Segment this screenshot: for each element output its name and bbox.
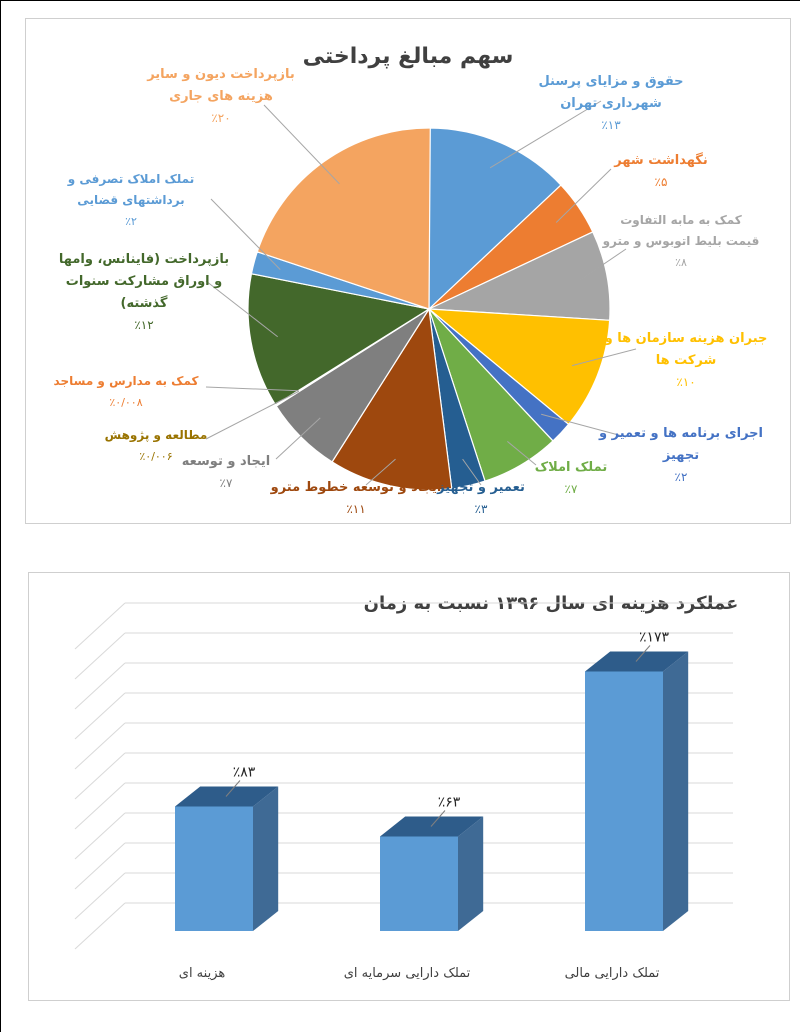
gridline: [75, 843, 125, 889]
pie-slice-label: کمک به مدارس و مساجد: [53, 374, 199, 388]
pie-chart-panel: [25, 18, 791, 524]
bar-side: [663, 652, 688, 932]
gridline: [75, 633, 125, 679]
pie-slice-label: بازپرداخت (فاینانس، وامها: [58, 252, 230, 267]
bar-chart-panel: [28, 572, 790, 1001]
pie-slice-label: شرکت ها: [655, 353, 717, 368]
pie-slice-percent: ٪۰/۰۰۸: [109, 396, 143, 409]
bar-value-label: ٪۸۳: [232, 764, 256, 781]
bar-category-label: تملک دارایی سرمایه ای: [343, 966, 471, 981]
pie-slice-label: شهرداری تهران: [560, 96, 662, 111]
bar-chart-title: عملکرد هزینه ای سال ۱۳۹۶ نسبت به زمان: [363, 593, 739, 614]
bar: [585, 672, 663, 932]
gridline: [75, 603, 125, 649]
pie-chart: [26, 19, 790, 523]
pie-slice-label: اجرای برنامه ها و تعمیر و: [599, 426, 763, 441]
pie-leader-line: [264, 105, 339, 184]
pie-slice-label: گذشته): [120, 296, 168, 311]
pie-slice-label: تملک املاک تصرفی و: [67, 172, 195, 186]
pie-leader-line: [490, 101, 601, 168]
pie-slice-percent: ٪۸: [675, 256, 687, 269]
pie-slice-percent: ٪۱۰: [676, 375, 696, 389]
pie-slice-label: تعمیر و تجهیز: [437, 480, 525, 495]
gridline: [75, 873, 125, 919]
pie-slice-percent: ٪۱۱: [346, 502, 366, 516]
bar-chart: [29, 573, 789, 1000]
gridline: [75, 693, 125, 739]
bar-side: [458, 817, 483, 932]
gridline: [75, 783, 125, 829]
pie-slice-label: تملک املاک: [534, 460, 608, 475]
bar-side: [253, 787, 278, 932]
bar-value-label: ٪۱۷۳: [638, 629, 670, 646]
pie-slice-percent: ٪۲۰: [211, 111, 231, 125]
pie-slice-label: کمک به مابه التفاوت: [620, 213, 742, 227]
pie-slice-label: نگهداشت شهر: [614, 153, 708, 168]
pie-slice-label: ایجاد و توسعه: [181, 454, 271, 469]
pie-slice-label: تجهیز: [662, 448, 700, 463]
bar-category-label: تملک دارایی مالی: [564, 966, 660, 981]
pie-slice-label: جبران هزینه سازمان ها و: [604, 331, 768, 346]
gridline: [75, 813, 125, 859]
pie-slice-percent: ٪۱۳: [601, 118, 621, 132]
pie-chart-title: سهم مبالغ پرداختی: [302, 44, 514, 69]
bar: [175, 807, 253, 932]
pie-slice-percent: ٪۷: [219, 476, 233, 490]
gridline: [75, 663, 125, 709]
page-border-left: [0, 0, 1, 1032]
pie-slice-label: هزینه های جاری: [169, 89, 273, 104]
pie-slice-label: قیمت بلیط اتوبوس و مترو: [602, 234, 760, 248]
pie-slice-label: برداشتهای قضایی: [77, 193, 185, 207]
bar-category-label: هزینه ای: [178, 966, 226, 981]
pie-slice-label: ایجاد و توسعه خطوط مترو: [270, 480, 442, 495]
gridline: [75, 753, 125, 799]
pie-slice-label: حقوق و مزایای پرسنل: [538, 74, 684, 89]
pie-slice-percent: ٪۵: [654, 175, 668, 189]
pie-slice-percent: ٪۱۲: [134, 318, 154, 332]
pie-slice-percent: ٪۰/۰۰۶: [139, 450, 173, 463]
pie-slice-percent: ٪۳: [474, 502, 488, 516]
gridline: [75, 903, 125, 949]
pie-slice-label: مطالعه و پژوهش: [104, 428, 208, 442]
bar: [380, 837, 458, 932]
pie-slice-label: بازپرداخت دیون و سایر: [147, 67, 295, 82]
pie-slice-percent: ٪۲: [674, 470, 688, 484]
pie-slice-label: و اوراق مشارکت سنوات: [65, 274, 223, 289]
pie-slice-percent: ٪۷: [564, 482, 578, 496]
gridline: [75, 723, 125, 769]
bar-value-label: ٪۶۳: [437, 794, 461, 811]
pie-slice-percent: ٪۲: [125, 215, 137, 228]
page-border-top: [0, 0, 800, 1]
